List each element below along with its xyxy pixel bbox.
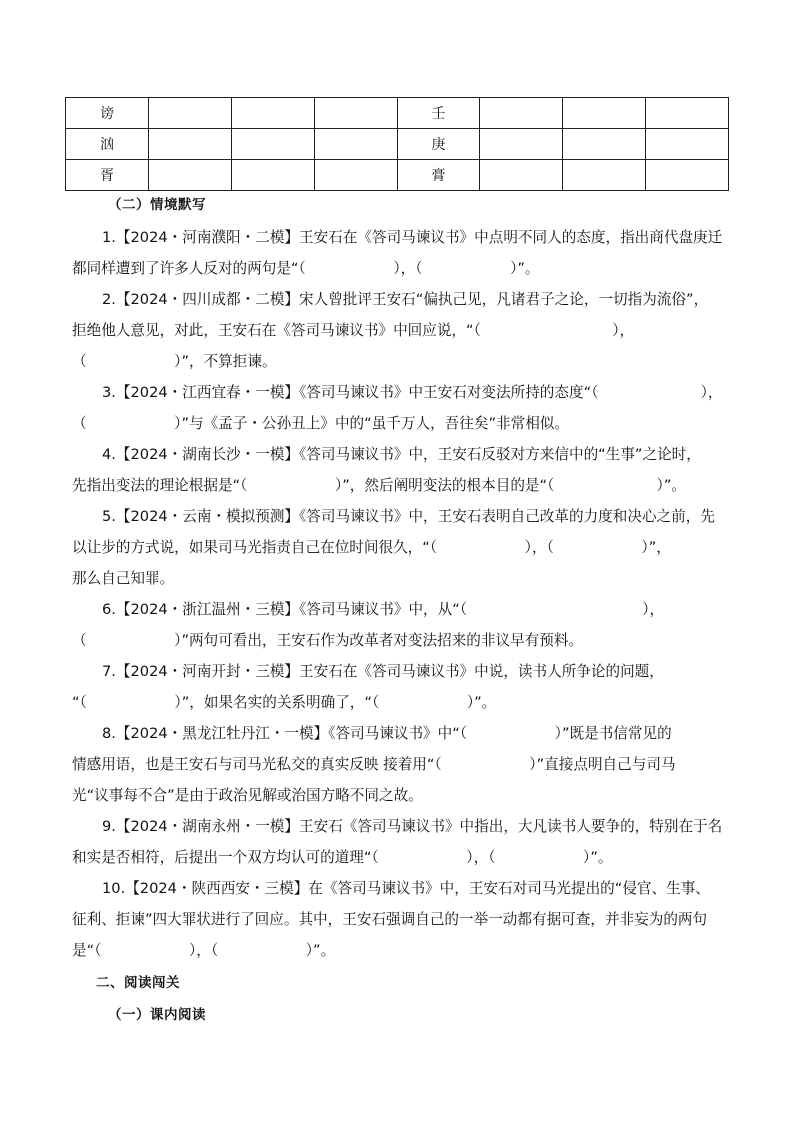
table-row	[66, 129, 729, 160]
question-9	[72, 811, 730, 873]
question-line: “（ ）”，如果名实的关系明确了，“（ ）”。	[72, 694, 497, 711]
section-heading-reading: 二、阅读闯关	[96, 975, 180, 991]
question-5	[72, 501, 730, 594]
table-cell	[314, 98, 397, 129]
table-cell	[563, 160, 646, 191]
table-cell	[148, 98, 231, 129]
table-cell	[231, 160, 314, 191]
question-line: 5.【2024・云南・模拟预测】《答司马谏议书》中，王安石表明自己改革的力度和决心之前，先	[102, 508, 715, 525]
question-line: （ ）”两句可看出，王安石作为改革者对变法招来的非议早有预料。	[72, 632, 584, 649]
question-line: 是“（ ），（ ）”。	[72, 942, 336, 959]
question-4	[72, 439, 730, 501]
question-line: 先指出变法的理论根据是“（ ）”，然后阐明变法的根本目的是“（ ）”。	[72, 477, 686, 494]
question-line: （ ）”，不算拒谏。	[72, 353, 277, 370]
question-line: 都同样遭到了许多人反对的两句是“（ ），（ ）”。	[72, 260, 540, 277]
table-cell	[231, 129, 314, 160]
question-line: 8.【2024・黑龙江牡丹江・一模】《答司马谏议书》中“（ ）”既是书信常见的	[102, 725, 672, 742]
table-cell	[148, 160, 231, 191]
question-line: 6.【2024・浙江温州・三模】《答司马谏议书》中，从“（ ），	[102, 601, 665, 618]
table-cell	[480, 129, 563, 160]
question-line: （ ）”与《孟子・公孙丑上》中的“虽千万人，吾往矣”非常相似。	[72, 415, 569, 432]
table-row	[66, 98, 729, 129]
table-cell: 谤	[66, 98, 149, 129]
question-line: 9.【2024・湖南永州・一模】王安石《答司马谏议书》中指出，大凡读书人要争的，特别在于名	[102, 818, 723, 835]
table-cell	[480, 160, 563, 191]
table-cell	[646, 98, 729, 129]
question-line: 光“议事每不合”是由于政治见解或治国方略不同之故。	[72, 787, 423, 804]
question-line: 征利、拒谏”四大罪状进行了回应。其中，王安石强调自己的一举一动都有据可查，并非妄为的两句	[72, 911, 708, 928]
table-cell: 胥	[66, 160, 149, 191]
table-cell	[480, 98, 563, 129]
question-line: 和实是否相符，后提出一个双方均认可的道理“（ ），（ ）”。	[72, 849, 613, 866]
question-line: 情感用语，也是王安石与司马光私交的真实反映 接着用“（ ）”直接点明自己与司马	[72, 756, 676, 773]
table-cell: 膏	[397, 160, 480, 191]
question-line: 以让步的方式说，如果司马光指责自己在位时间很久，“（ ），（ ）”，	[72, 539, 671, 556]
question-line: 7.【2024・河南开封・三模】王安石在《答司马谏议书》中说，读书人所争论的问题，	[102, 663, 664, 680]
section-heading-situation: （二）情境默写	[108, 197, 206, 213]
question-line: 4.【2024・湖南长沙・一模】《答司马谏议书》中，王安石反驳对方来信中的“生事”之论时，	[102, 446, 701, 463]
question-10	[72, 873, 730, 966]
question-line: 10.【2024・陕西西安・三模】在《答司马谏议书》中，王安石对司马光提出的“侵官、生事、	[102, 880, 710, 897]
table-cell	[314, 160, 397, 191]
table-row	[66, 160, 729, 191]
question-line: 1.【2024・河南濮阳・二模】王安石在《答司马谏议书》中点明不同人的态度，指出商代盘庚迁	[102, 229, 723, 246]
question-1	[72, 222, 730, 284]
table-cell	[646, 160, 729, 191]
table-cell	[314, 129, 397, 160]
question-line: 拒绝他人意见，对此，王安石在《答司马谏议书》中回应说，“（ ），	[72, 322, 635, 339]
table-cell	[646, 129, 729, 160]
question-8	[72, 718, 730, 811]
table-cell	[563, 129, 646, 160]
question-line: 那么自己知罪。	[72, 570, 175, 587]
table-cell	[148, 129, 231, 160]
table-cell: 壬	[397, 98, 480, 129]
question-line: 2.【2024・四川成都・二模】宋人曾批评王安石“偏执己见，凡诸君子之论，一切指为流俗”，	[102, 291, 709, 308]
section-heading-inclass: （一）课内阅读	[108, 1007, 206, 1023]
question-7	[72, 656, 730, 718]
table-cell: 庚	[397, 129, 480, 160]
question-2	[72, 284, 730, 377]
question-6	[72, 594, 730, 656]
table-cell: 汹	[66, 129, 149, 160]
question-3	[72, 377, 730, 439]
character-table	[65, 97, 729, 191]
table-cell	[563, 98, 646, 129]
question-line: 3.【2024・江西宜春・一模】《答司马谏议书》中王安石对变法所持的态度“（ ），	[102, 384, 723, 401]
table-cell	[231, 98, 314, 129]
